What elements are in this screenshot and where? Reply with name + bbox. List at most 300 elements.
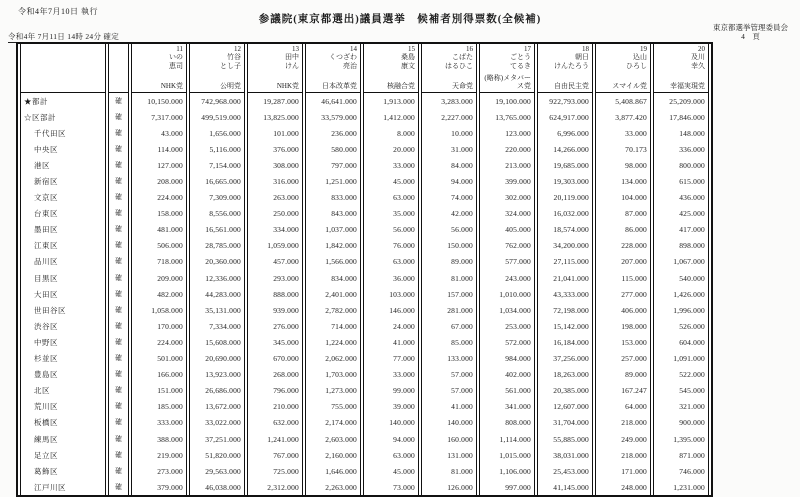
vote-cell: 1,412.000 <box>363 109 419 125</box>
vote-cell: 796.000 <box>247 383 303 399</box>
vote-cell: 36.000 <box>363 270 419 286</box>
vote-cell: 56.000 <box>421 222 477 238</box>
vote-cell: 224.000 <box>131 190 187 206</box>
vote-cell: 2,263.000 <box>305 479 361 495</box>
table-row <box>20 222 709 238</box>
vote-cell: 131.000 <box>421 447 477 463</box>
vote-cell: 8,556.000 <box>189 206 245 222</box>
candidate-party: 自由民主党 <box>554 82 589 90</box>
vote-cell: 41.000 <box>363 334 419 350</box>
vote-cell: 140.000 <box>421 415 477 431</box>
vote-cell: 158.000 <box>131 206 187 222</box>
row-label: 北区 <box>20 383 106 399</box>
vote-cell: 33.000 <box>363 157 419 173</box>
vote-cell: 123.000 <box>479 125 535 141</box>
vote-cell: 615.000 <box>653 173 709 189</box>
vote-cell: 224.000 <box>131 334 187 350</box>
candidate-header <box>247 44 303 93</box>
row-label: 豊島区 <box>20 367 106 383</box>
vote-cell: 44,283.000 <box>189 286 245 302</box>
vote-cell: 46,038.000 <box>189 479 245 495</box>
execution-date: 令和4年7月10日 執行 <box>18 7 98 16</box>
vote-cell: 263.000 <box>247 190 303 206</box>
confirm-badge: 確 <box>108 479 129 495</box>
vote-cell: 670.000 <box>247 351 303 367</box>
vote-cell: 24.000 <box>363 318 419 334</box>
table-row <box>20 431 709 447</box>
vote-cell: 72,198.000 <box>537 302 593 318</box>
vote-cell: 213.000 <box>479 157 535 173</box>
vote-cell: 316.000 <box>247 173 303 189</box>
vote-cell: 333.000 <box>131 415 187 431</box>
table-row <box>20 109 709 125</box>
vote-cell: 218.000 <box>595 447 651 463</box>
vote-cell: 19,685.000 <box>537 157 593 173</box>
vote-cell: 7,309.000 <box>189 190 245 206</box>
vote-cell: 43,333.000 <box>537 286 593 302</box>
candidate-number: 19 <box>640 45 647 53</box>
vote-cell: 37,251.000 <box>189 431 245 447</box>
row-label: 練馬区 <box>20 431 106 447</box>
candidate-number: 13 <box>292 45 299 53</box>
vote-cell: 115.000 <box>595 270 651 286</box>
vote-cell: 89.000 <box>421 254 477 270</box>
vote-cell: 632.000 <box>247 415 303 431</box>
vote-cell: 281.000 <box>421 302 477 318</box>
vote-cell: 939.000 <box>247 302 303 318</box>
vote-cell: 35.000 <box>363 206 419 222</box>
vote-cell: 63.000 <box>363 254 419 270</box>
vote-cell: 31,704.000 <box>537 415 593 431</box>
vote-cell: 33.000 <box>363 367 419 383</box>
candidate-header <box>479 44 535 93</box>
vote-cell: 341.000 <box>479 399 535 415</box>
candidate-number: 11 <box>176 45 183 53</box>
vote-cell: 27,115.000 <box>537 254 593 270</box>
table-row <box>20 463 709 479</box>
candidate-header <box>421 44 477 93</box>
vote-cell: 38,031.000 <box>537 447 593 463</box>
vote-cell: 1,231.000 <box>653 479 709 495</box>
vote-cell: 808.000 <box>479 415 535 431</box>
vote-cell: 624,917.000 <box>537 109 593 125</box>
vote-cell: 561.000 <box>479 383 535 399</box>
vote-cell: 43.000 <box>131 125 187 141</box>
row-label: 品川区 <box>20 254 106 270</box>
vote-cell: 7,154.000 <box>189 157 245 173</box>
table-row <box>20 125 709 141</box>
vote-cell: 20,690.000 <box>189 351 245 367</box>
commission-block <box>713 24 788 41</box>
vote-cell: 151.000 <box>131 383 187 399</box>
vote-cell: 293.000 <box>247 270 303 286</box>
vote-cell: 146.000 <box>363 302 419 318</box>
vote-cell: 425.000 <box>653 206 709 222</box>
vote-cell: 898.000 <box>653 238 709 254</box>
vote-cell: 900.000 <box>653 415 709 431</box>
vote-cell: 55,885.000 <box>537 431 593 447</box>
candidate-number: 18 <box>582 45 589 53</box>
vote-cell: 755.000 <box>305 399 361 415</box>
table-row <box>20 190 709 206</box>
vote-cell: 21,041.000 <box>537 270 593 286</box>
candidate-party: (略称)メタバース党 <box>484 74 531 90</box>
vote-cell: 70.173 <box>595 141 651 157</box>
vote-cell: 302.000 <box>479 190 535 206</box>
vote-cell: 46,641.000 <box>305 93 361 109</box>
candidate-number: 16 <box>466 45 473 53</box>
vote-cell: 268.000 <box>247 367 303 383</box>
vote-cell: 399.000 <box>479 173 535 189</box>
vote-cell: 2,062.000 <box>305 351 361 367</box>
confirm-badge: 確 <box>108 125 129 141</box>
vote-cell: 167.247 <box>595 383 651 399</box>
vote-cell: 334.000 <box>247 222 303 238</box>
district-column-header <box>20 44 106 93</box>
row-label: 中野区 <box>20 334 106 350</box>
vote-cell: 81.000 <box>421 463 477 479</box>
table-row <box>20 318 709 334</box>
confirm-badge: 確 <box>108 173 129 189</box>
candidate-party: NHK党 <box>276 82 299 90</box>
table-row <box>20 238 709 254</box>
confirm-badge: 確 <box>108 238 129 254</box>
vote-cell: 198.000 <box>595 318 651 334</box>
vote-cell: 86.000 <box>595 222 651 238</box>
vote-cell: 1,059.000 <box>247 238 303 254</box>
vote-cell: 150.000 <box>421 238 477 254</box>
vote-cell: 1,913.000 <box>363 93 419 109</box>
vote-cell: 31.000 <box>421 141 477 157</box>
vote-cell: 41,145.000 <box>537 479 593 495</box>
vote-cell: 379.000 <box>131 479 187 495</box>
vote-cell: 7,317.000 <box>131 109 187 125</box>
vote-cell: 545.000 <box>653 383 709 399</box>
vote-cell: 185.000 <box>131 399 187 415</box>
table-row <box>20 93 709 109</box>
vote-cell: 2,227.000 <box>421 109 477 125</box>
vote-cell: 104.000 <box>595 190 651 206</box>
vote-cell: 2,174.000 <box>305 415 361 431</box>
vote-cell: 522.000 <box>653 367 709 383</box>
confirm-badge: 確 <box>108 109 129 125</box>
table-row <box>20 399 709 415</box>
table-row <box>20 206 709 222</box>
confirm-column-header <box>108 44 129 93</box>
confirmed-datetime: 令和4年 7月11日 14時 24分 確定 <box>8 32 120 41</box>
row-label: 葛飾区 <box>20 463 106 479</box>
vote-cell: 157.000 <box>421 286 477 302</box>
vote-cell: 843.000 <box>305 206 361 222</box>
candidate-name: 田中 けん <box>285 53 299 70</box>
confirm-badge: 確 <box>108 222 129 238</box>
vote-cell: 89.000 <box>595 367 651 383</box>
vote-cell: 133.000 <box>421 351 477 367</box>
vote-cell: 1,114.000 <box>479 431 535 447</box>
candidate-number: 17 <box>524 45 531 53</box>
vote-cell: 577.000 <box>479 254 535 270</box>
vote-cell: 1,703.000 <box>305 367 361 383</box>
row-label: 江戸川区 <box>20 479 106 495</box>
vote-cell: 834.000 <box>305 270 361 286</box>
vote-cell: 45.000 <box>363 173 419 189</box>
table-row <box>20 383 709 399</box>
candidate-party: 日本改革党 <box>322 82 357 90</box>
vote-cell: 402.000 <box>479 367 535 383</box>
vote-cell: 33.000 <box>595 125 651 141</box>
vote-cell: 20,119.000 <box>537 190 593 206</box>
vote-cell: 1,273.000 <box>305 383 361 399</box>
vote-cell: 2,160.000 <box>305 447 361 463</box>
vote-cell: 3,877.420 <box>595 109 651 125</box>
vote-cell: 540.000 <box>653 270 709 286</box>
vote-cell: 2,782.000 <box>305 302 361 318</box>
vote-cell: 499,519.000 <box>189 109 245 125</box>
vote-cell: 1,842.000 <box>305 238 361 254</box>
vote-cell: 501.000 <box>131 351 187 367</box>
row-label: 渋谷区 <box>20 318 106 334</box>
confirm-badge: 確 <box>108 141 129 157</box>
vote-cell: 64.000 <box>595 399 651 415</box>
vote-cell: 67.000 <box>421 318 477 334</box>
vote-cell: 345.000 <box>247 334 303 350</box>
vote-cell: 63.000 <box>363 190 419 206</box>
vote-cell: 228.000 <box>595 238 651 254</box>
row-label: 荒川区 <box>20 399 106 415</box>
candidate-name: こばた はるひこ <box>445 53 473 70</box>
vote-cell: 45.000 <box>363 463 419 479</box>
vote-cell: 10.000 <box>421 125 477 141</box>
vote-cell: 2,401.000 <box>305 286 361 302</box>
confirm-badge: 確 <box>108 431 129 447</box>
vote-cell: 166.000 <box>131 367 187 383</box>
row-label: 世田谷区 <box>20 302 106 318</box>
vote-cell: 220.000 <box>479 141 535 157</box>
vote-cell: 57.000 <box>421 367 477 383</box>
vote-cell: 218.000 <box>595 415 651 431</box>
vote-cell: 15,608.000 <box>189 334 245 350</box>
vote-cell: 140.000 <box>363 415 419 431</box>
vote-cell: 16,561.000 <box>189 222 245 238</box>
vote-cell: 406.000 <box>595 302 651 318</box>
vote-cell: 1,010.000 <box>479 286 535 302</box>
vote-cell: 13,765.000 <box>479 109 535 125</box>
table-row <box>20 367 709 383</box>
vote-cell: 725.000 <box>247 463 303 479</box>
vote-cell: 10,150.000 <box>131 93 187 109</box>
vote-cell: 321.000 <box>653 399 709 415</box>
vote-cell: 1,034.000 <box>479 302 535 318</box>
vote-cell: 580.000 <box>305 141 361 157</box>
confirm-badge: 確 <box>108 399 129 415</box>
vote-cell: 94.000 <box>363 431 419 447</box>
vote-cell: 126.000 <box>421 479 477 495</box>
vote-cell: 20,360.000 <box>189 254 245 270</box>
vote-cell: 25,209.000 <box>653 93 709 109</box>
page-number: 4 頁 <box>741 31 760 41</box>
table-row <box>20 254 709 270</box>
table-row <box>20 173 709 189</box>
vote-cell: 604.000 <box>653 334 709 350</box>
vote-cell: 153.000 <box>595 334 651 350</box>
table-row <box>20 415 709 431</box>
vote-cell: 417.000 <box>653 222 709 238</box>
vote-cell: 376.000 <box>247 141 303 157</box>
confirm-badge: 確 <box>108 286 129 302</box>
vote-cell: 19,100.000 <box>479 93 535 109</box>
vote-cell: 17,846.000 <box>653 109 709 125</box>
vote-cell: 85.000 <box>421 334 477 350</box>
vote-cell: 25,453.000 <box>537 463 593 479</box>
vote-cell: 19,303.000 <box>537 173 593 189</box>
table-row <box>20 447 709 463</box>
vote-cell: 51,820.000 <box>189 447 245 463</box>
commission-name: 東京都選挙管理委員会 <box>713 23 788 32</box>
candidate-header <box>131 44 187 93</box>
row-label: 目黒区 <box>20 270 106 286</box>
vote-cell: 5,116.000 <box>189 141 245 157</box>
vote-cell: 13,825.000 <box>247 109 303 125</box>
candidate-party: 核融合党 <box>387 82 415 90</box>
vote-cell: 1,996.000 <box>653 302 709 318</box>
candidate-name: いの 恵司 <box>169 53 183 70</box>
row-label: 港区 <box>20 157 106 173</box>
candidate-party: 幸福実現党 <box>670 82 705 90</box>
candidate-header <box>595 44 651 93</box>
vote-cell: 249.000 <box>595 431 651 447</box>
vote-cell: 12,336.000 <box>189 270 245 286</box>
vote-cell: 1,646.000 <box>305 463 361 479</box>
vote-cell: 273.000 <box>131 463 187 479</box>
vote-cell: 170.000 <box>131 318 187 334</box>
vote-cell: 101.000 <box>247 125 303 141</box>
row-label: 文京区 <box>20 190 106 206</box>
candidate-header-row <box>20 44 709 93</box>
vote-cell: 207.000 <box>595 254 651 270</box>
vote-cell: 336.000 <box>653 141 709 157</box>
vote-cell: 277.000 <box>595 286 651 302</box>
vote-cell: 41.000 <box>421 399 477 415</box>
vote-cell: 253.000 <box>479 318 535 334</box>
vote-cell: 12,607.000 <box>537 399 593 415</box>
table-head <box>20 44 709 93</box>
vote-cell: 888.000 <box>247 286 303 302</box>
vote-cell: 56.000 <box>363 222 419 238</box>
vote-cell: 57.000 <box>421 383 477 399</box>
vote-cell: 248.000 <box>595 479 651 495</box>
candidate-name: ごとう てるき <box>510 53 531 70</box>
confirm-badge: 確 <box>108 93 129 109</box>
vote-cell: 33,579.000 <box>305 109 361 125</box>
vote-cell: 833.000 <box>305 190 361 206</box>
vote-cell: 746.000 <box>653 463 709 479</box>
confirm-badge: 確 <box>108 463 129 479</box>
candidate-name: 桑島 康文 <box>401 53 415 70</box>
table-row <box>20 141 709 157</box>
vote-cell: 28,785.000 <box>189 238 245 254</box>
vote-cell: 762.000 <box>479 238 535 254</box>
vote-cell: 13,923.000 <box>189 367 245 383</box>
vote-cell: 572.000 <box>479 334 535 350</box>
confirm-badge: 確 <box>108 447 129 463</box>
results-table <box>16 42 713 497</box>
vote-cell: 250.000 <box>247 206 303 222</box>
vote-cell: 1,015.000 <box>479 447 535 463</box>
table-body <box>20 93 709 495</box>
confirm-badge: 確 <box>108 367 129 383</box>
candidate-name: 朝日 けんたろう <box>554 53 589 70</box>
vote-cell: 16,665.000 <box>189 173 245 189</box>
vote-cell: 236.000 <box>305 125 361 141</box>
vote-cell: 19,287.000 <box>247 93 303 109</box>
vote-cell: 127.000 <box>131 157 187 173</box>
vote-cell: 1,106.000 <box>479 463 535 479</box>
vote-cell: 103.000 <box>363 286 419 302</box>
row-label: 台東区 <box>20 206 106 222</box>
row-label: 江東区 <box>20 238 106 254</box>
vote-cell: 1,251.000 <box>305 173 361 189</box>
vote-cell: 742,968.000 <box>189 93 245 109</box>
vote-cell: 1,566.000 <box>305 254 361 270</box>
candidate-party: NHK党 <box>160 82 183 90</box>
candidate-header <box>189 44 245 93</box>
vote-cell: 84.000 <box>421 157 477 173</box>
vote-cell: 15,142.000 <box>537 318 593 334</box>
confirm-badge: 確 <box>108 270 129 286</box>
candidate-number: 15 <box>408 45 415 53</box>
candidate-name: くつざわ 亮治 <box>329 53 357 70</box>
row-label: 大田区 <box>20 286 106 302</box>
table-row <box>20 302 709 318</box>
vote-cell: 1,067.000 <box>653 254 709 270</box>
row-label: 墨田区 <box>20 222 106 238</box>
vote-cell: 20,385.000 <box>537 383 593 399</box>
candidate-header <box>363 44 419 93</box>
vote-cell: 209.000 <box>131 270 187 286</box>
vote-cell: 26,686.000 <box>189 383 245 399</box>
vote-cell: 1,224.000 <box>305 334 361 350</box>
vote-cell: 219.000 <box>131 447 187 463</box>
row-label: 中央区 <box>20 141 106 157</box>
vote-cell: 16,184.000 <box>537 334 593 350</box>
vote-cell: 2,312.000 <box>247 479 303 495</box>
vote-cell: 506.000 <box>131 238 187 254</box>
table-row <box>20 270 709 286</box>
vote-cell: 1,058.000 <box>131 302 187 318</box>
vote-cell: 482.000 <box>131 286 187 302</box>
vote-cell: 1,241.000 <box>247 431 303 447</box>
vote-cell: 457.000 <box>247 254 303 270</box>
vote-cell: 718.000 <box>131 254 187 270</box>
vote-cell: 99.000 <box>363 383 419 399</box>
candidate-header <box>305 44 361 93</box>
vote-cell: 74.000 <box>421 190 477 206</box>
vote-cell: 98.000 <box>595 157 651 173</box>
candidate-header <box>653 44 709 93</box>
table-row <box>20 479 709 495</box>
row-label: ★都計 <box>20 93 106 109</box>
vote-cell: 324.000 <box>479 206 535 222</box>
table-row <box>20 157 709 173</box>
confirm-badge: 確 <box>108 206 129 222</box>
candidate-number: 20 <box>698 45 705 53</box>
vote-cell: 481.000 <box>131 222 187 238</box>
candidate-party: 天命党 <box>452 82 473 90</box>
vote-cell: 63.000 <box>363 447 419 463</box>
vote-cell: 714.000 <box>305 318 361 334</box>
confirm-badge: 確 <box>108 302 129 318</box>
candidate-name: 竹谷 とし子 <box>220 53 241 70</box>
